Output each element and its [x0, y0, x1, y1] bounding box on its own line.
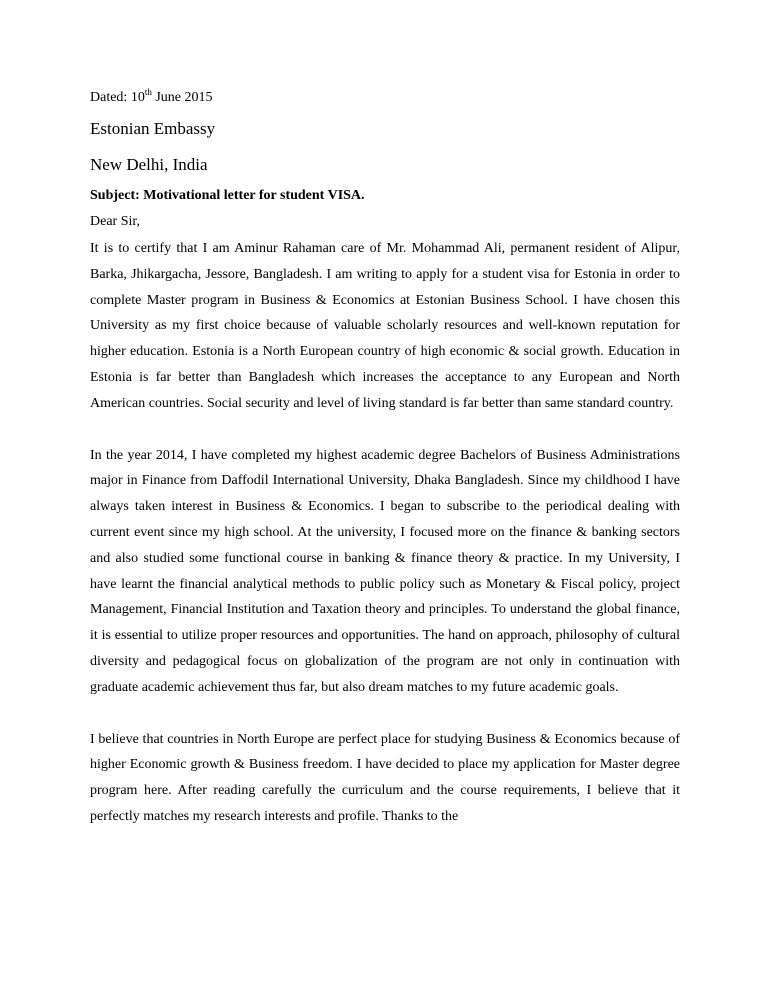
body-paragraph-3: I believe that countries in North Europe are perfect place for studying Business & Economics because of higher Economic growth & Business freedom. I have decided to place my application for Master degree program here. After reading carefully the curriculum and the course requirements, I believe that it perfectly matches my research interests and profile. Thanks to the [90, 731, 680, 824]
letter-subject: Subject: Motivational letter for student VISA. [90, 188, 365, 203]
letter-salutation: Dear Sir, [90, 214, 140, 229]
recipient-location: New Delhi, India [90, 155, 208, 174]
body-paragraph-2: In the year 2014, I have completed my highest academic degree Bachelors of Business Administrations major in Finance from Daffodil International University, Dhaka Bangladesh. Since my childhood I have always taken interest in Business & Economics. I began to subscribe to the periodical dealing with current event since my high school. At the university, I focused more on the finance & banking sectors and also studied some functional course in banking & finance theory & practice. In my University, I have learnt the financial analytical methods to public policy such as Monetary & Fiscal policy, project Management, Financial Institution and Taxation theory and principles. To understand the global finance, it is essential to utilize proper resources and opportunities. The hand on approach, philosophy of cultural diversity and pedagogical focus on globalization of the program are not only in continuation with graduate academic achievement thus far, but also dream matches to my future academic goals. [90, 447, 680, 695]
letter-date [90, 88, 680, 108]
date-superscript: th [144, 87, 152, 97]
body-paragraph-1: It is to certify that I am Aminur Rahaman care of Mr. Mohammad Ali, permanent resident of Alipur, Barka, Jhikargacha, Jessore, Bangladesh. I am writing to apply for a student visa for Estonia in order to complete Master program in Business & Economics at Estonian Business School. I have chosen this University as my first choice because of valuable scholarly resources and well-known reputation for higher education. Estonia is a North European country of high economic & social growth. Education in Estonia is far better than Bangladesh which increases the acceptance to any European and North American countries. Social security and level of living standard is far better than same standard country. [90, 241, 680, 411]
date-prefix: Dated: 10 [90, 90, 145, 105]
letter-body [90, 88, 680, 830]
recipient-name: Estonian Embassy [90, 119, 216, 138]
date-suffix: June 2015 [151, 90, 213, 105]
